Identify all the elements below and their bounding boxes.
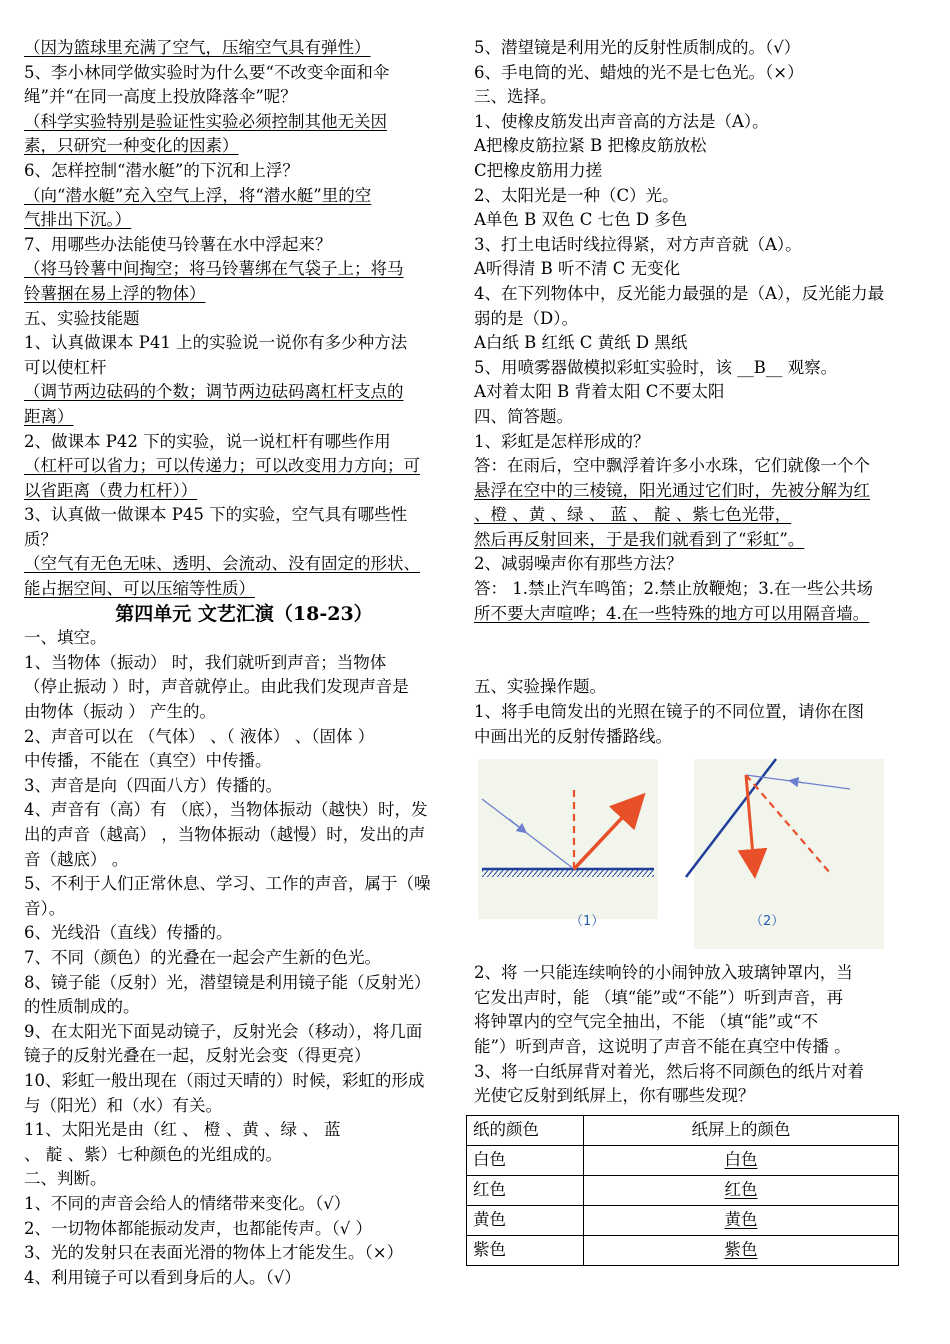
answer-line: 、橙 、黄 、绿 、 蓝 、 靛 、紫七色光带， — [474, 505, 792, 525]
text-line: 2、声音可以在 （气体） 、（ 液体） 、（固体 ） — [24, 726, 375, 746]
table-cell: 黄色 — [467, 1205, 584, 1235]
text-line: 光使它反射到纸屏上，你有哪些发现？ — [474, 1086, 755, 1106]
text-line: 五、实验技能题 — [24, 308, 140, 328]
text-line: 绳”并“在同一高度上投放降落伞”呢？ — [24, 87, 297, 107]
text-line: 6、手电筒的光、蜡烛的光不是七色光。（×） — [474, 62, 804, 82]
table-header: 纸的颜色 — [467, 1115, 584, 1145]
figure2-label: （2） — [750, 914, 785, 930]
text-line: 7、用哪些办法能使马铃薯在水中浮起来？ — [24, 234, 332, 254]
text-line: 四、简答题。 — [474, 406, 573, 426]
text-line: （停止振动 ）时，声音就停止。由此我们发现声音是 — [24, 677, 409, 697]
answer-line: （调节两边砝码的个数；调节两边砝码离杠杆支点的 — [24, 382, 404, 402]
text-line: A单色 B 双色 C 七色 D 多色 — [474, 210, 688, 230]
text-line: 5、潜望镜是利用光的反射性质制成的。（√） — [474, 38, 801, 57]
text-line: 1、将手电筒发出的光照在镜子的不同位置，请你在图 — [474, 702, 864, 722]
table-header-row — [467, 1115, 899, 1145]
answer-line: 所不要大声喧哗；4.在一些特殊的地方可以用隔音墙。 — [474, 603, 870, 623]
text-line: A把橡皮筋拉紧 B 把橡皮筋放松 — [474, 136, 707, 156]
text-line: A听得清 B 听不清 C 无变化 — [474, 259, 681, 279]
text-line: 它发出声时，能 （填“能”或“不能”）听到声音，再 — [474, 987, 843, 1007]
text-line: 答： 1.禁止汽车鸣笛；2.禁止放鞭炮；3.在一些公共场 — [474, 579, 873, 599]
text-line: 1、不同的声音会给人的情绪带来变化。（√） — [24, 1193, 351, 1213]
answer-line: 能占据空间、可以压缩等性质） — [24, 579, 255, 599]
spacer — [474, 651, 936, 676]
answer-line: 悬浮在空中的三棱镜，阳光通过它们时，先被分解为红 — [474, 480, 870, 500]
text-line: 4、声音有（高）有 （底），当物体振动（越快）时，发 — [24, 800, 428, 820]
text-line: 三、选择。 — [474, 87, 557, 107]
answer-line: 铃薯捆在易上浮的物体） — [24, 283, 206, 303]
table-row — [467, 1145, 899, 1175]
text-line: 质？ — [24, 529, 57, 549]
text-line: 6、光线沿（直线）传播的。 — [24, 923, 233, 943]
table-row — [467, 1205, 899, 1235]
text-line: 1、使橡皮筋发出声音高的方法是（A）。 — [474, 111, 769, 131]
figure1-background — [478, 759, 658, 919]
text-line: 中画出光的反射传播路线。 — [474, 726, 672, 746]
text-line: 6、怎样控制“潜水艇”的下沉和上浮？ — [24, 160, 299, 180]
section-heading: 第四单元 文艺汇演（18-23） — [115, 602, 373, 625]
reflection-figure — [474, 749, 936, 961]
table-cell — [584, 1235, 899, 1265]
answer-line: （杠杆可以省力；可以传递力；可以改变用力方向；可 — [24, 456, 420, 476]
table-cell: 白色 — [467, 1145, 584, 1175]
text-line: 8、镜子能（反射）光，潜望镜是利用镜子能（反射光） — [24, 972, 431, 992]
answer-line: 气排出下沉。） — [24, 210, 132, 230]
table-cell — [584, 1205, 899, 1235]
text-line: 5、用喷雾器做模拟彩虹实验时，该 __B__ 观察。 — [474, 357, 838, 377]
table-cell: 红色 — [467, 1175, 584, 1205]
answer-text: 白色 — [724, 1149, 758, 1169]
text-line: 2、太阳光是一种（C）光。 — [474, 185, 679, 205]
text-line: 中传播，不能在（真空）中传播。 — [24, 751, 272, 771]
table-cell — [584, 1145, 899, 1175]
text-line: 3、将一白纸屏背对着光，然后将不同颜色的纸片对着 — [474, 1061, 864, 1081]
table-cell — [584, 1175, 899, 1205]
figure1-label: （1） — [570, 914, 605, 930]
text-line: 音）。 — [24, 898, 66, 918]
table-cell: 紫色 — [467, 1235, 584, 1265]
text-line: 3、认真做一做课本 P45 下的实验，空气具有哪些性 — [24, 505, 408, 525]
reflection-diagram — [474, 749, 884, 961]
text-line: 五、实验操作题。 — [474, 677, 606, 697]
text-line: 与（阳光）和（水）有关。 — [24, 1095, 222, 1115]
right-column — [474, 36, 936, 1266]
text-line: 9、在太阳光下面晃动镜子，反射光会（移动），将几面 — [24, 1021, 423, 1041]
answer-line: （将马铃薯中间掏空；将马铃薯绑在气袋子上；将马 — [24, 259, 404, 279]
text-line: 将钟罩内的空气完全抽出，不能 （填“能”或“不 — [474, 1012, 819, 1032]
text-line: 1、认真做课本 P41 上的实验说一说你有多少种方法 — [24, 333, 408, 353]
text-line: 2、做课本 P42 下的实验，说一说杠杆有哪些作用 — [24, 431, 391, 451]
text-line: 一、填空。 — [24, 628, 107, 648]
text-line: A白纸 B 红纸 C 黄纸 D 黑纸 — [474, 333, 688, 353]
text-line: 由物体（振动 ） 产生的。 — [24, 702, 216, 722]
text-line: 出的声音（越高） ，当物体振动（越慢）时，发出的声 — [24, 825, 426, 844]
answer-line: （科学实验特别是验证性实验必须控制其他无关因 — [24, 111, 387, 131]
answer-line: （向“潜水艇”充入空气上浮，将“潜水艇”里的空 — [24, 185, 372, 205]
text-line: 11、太阳光是由（红 、 橙 、黄 、绿 、 蓝 — [24, 1120, 341, 1140]
answer-text: 紫色 — [724, 1239, 758, 1259]
left-column — [24, 36, 464, 1290]
text-line: 弱的是（D）。 — [474, 308, 578, 328]
text-line: 3、声音是向（四面八方）传播的。 — [24, 775, 282, 795]
text-line: 可以使杠杆 — [24, 357, 107, 377]
text-line: 镜子的反射光叠在一起，反射光会变（得更亮） — [24, 1046, 371, 1066]
answer-line: （因为篮球里充满了空气，压缩空气具有弹性） — [24, 38, 371, 57]
text-line: 3、光的发射只在表面光滑的物体上才能发生。（×） — [24, 1243, 404, 1263]
text-line: 10、彩虹一般出现在（雨过天晴的）时候，彩虹的形成 — [24, 1070, 425, 1090]
answer-text: 红色 — [724, 1179, 758, 1199]
color-table — [466, 1115, 899, 1266]
text-line: 能”）听到声音，这说明了声音不能在真空中传播 。 — [474, 1037, 851, 1056]
text-line: 答：在雨后，空中飘浮着许多小水珠，它们就像一个个 — [474, 456, 870, 476]
table-row — [467, 1235, 899, 1265]
text-line: 4、利用镜子可以看到身后的人。（√） — [24, 1267, 301, 1287]
text-line: 7、不同（颜色）的光叠在一起会产生新的色光。 — [24, 947, 381, 967]
answer-line: 然后再反射回来，于是我们就看到了“彩虹”。 — [474, 529, 805, 549]
right-column-bottom — [474, 961, 936, 1109]
text-line: 3、打土电话时线拉得紧，对方声音就（A）。 — [474, 234, 802, 254]
text-line: 5、不利于人们正常休息、学习、工作的声音，属于（噪 — [24, 874, 431, 894]
text-line: C把橡皮筋用力搓 — [474, 160, 603, 180]
text-line: 二、判断。 — [24, 1169, 107, 1189]
text-line: 、 靛 、紫）七种颜色的光组成的。 — [24, 1144, 282, 1164]
answer-line: 素，只研究一种变化的因素） — [24, 136, 239, 156]
table-row — [467, 1175, 899, 1205]
text-line: 2、一切物体都能振动发声，也都能传声。（√ ） — [24, 1218, 373, 1238]
figure2-background — [694, 759, 884, 949]
text-line: 的性质制成的。 — [24, 997, 140, 1017]
right-column-top — [474, 36, 936, 749]
text-line: A对着太阳 B 背着太阳 C不要太阳 — [474, 382, 725, 402]
text-line: 2、将 一只能连续响铃的小闹钟放入玻璃钟罩内，当 — [474, 963, 853, 983]
spacer — [474, 626, 936, 651]
text-line: 5、李小林同学做实验时为什么要“不改变伞面和伞 — [24, 62, 390, 82]
answer-line: （空气有无色无味、透明、会流动、没有固定的形状、 — [24, 554, 420, 574]
text-line: 1、彩虹是怎样形成的？ — [474, 431, 650, 451]
text-line: 音（越底） 。 — [24, 849, 129, 869]
text-line: 4、在下列物体中，反光能力最强的是（A），反光能力最 — [474, 283, 885, 303]
answer-line: 以省距离（费力杠杆）） — [24, 480, 198, 500]
figure1-mirror-hatch — [482, 870, 654, 877]
text-line: 2、减弱噪声你有那些方法？ — [474, 554, 683, 574]
answer-text: 黄色 — [724, 1209, 758, 1229]
table-header: 纸屏上的颜色 — [584, 1115, 899, 1145]
text-line: 1、当物体（振动） 时，我们就听到声音；当物体 — [24, 652, 387, 672]
answer-line: 距离） — [24, 406, 74, 426]
